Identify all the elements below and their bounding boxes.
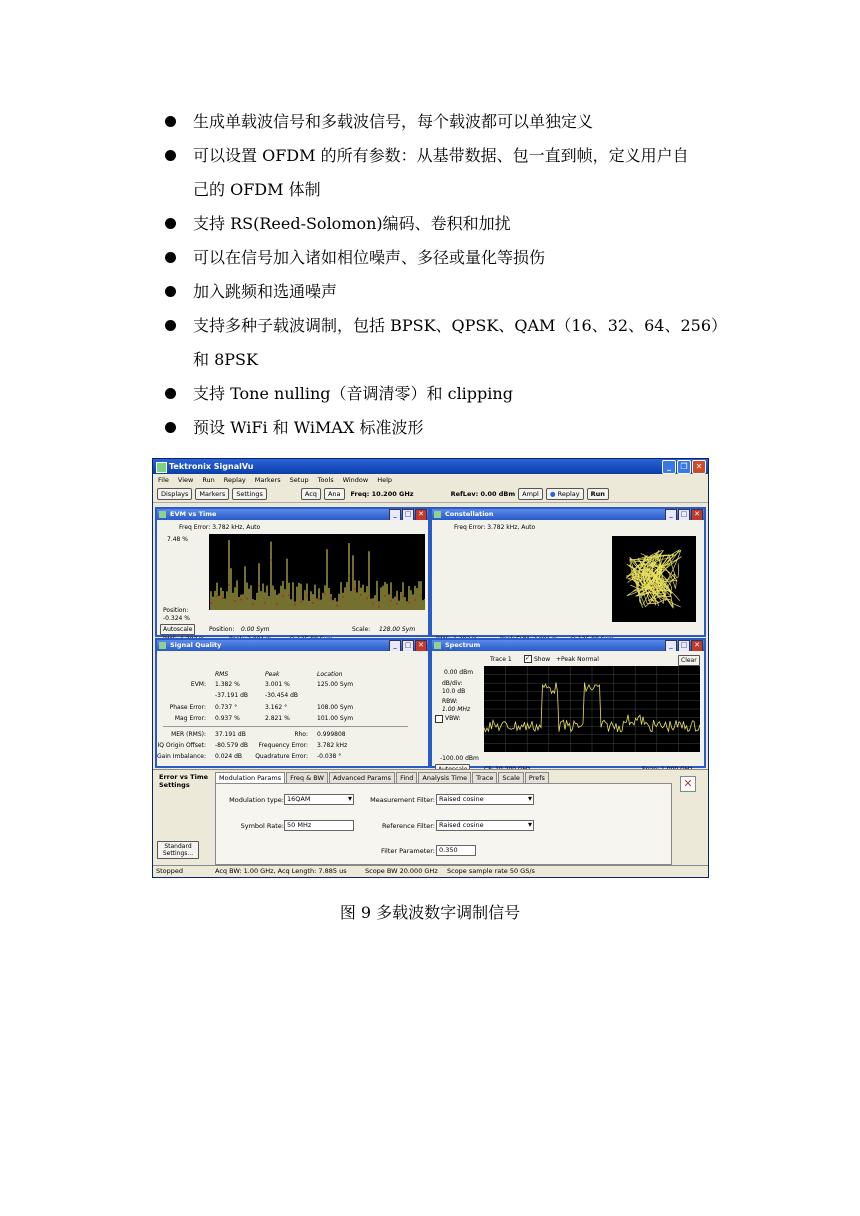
scope-sample-rate: Scope sample rate 50 GS/s — [447, 867, 535, 875]
feature-item: 支持 Tone nulling（音调清零）和 clipping — [165, 377, 745, 411]
close-icon[interactable]: ✕ — [415, 509, 427, 521]
phase-error-rms: 0.737 ° — [215, 704, 238, 711]
tab-find[interactable]: Find — [396, 772, 417, 783]
standard-settings-button[interactable]: Standard Settings... — [157, 841, 199, 859]
rho-label: Rho: — [294, 731, 308, 738]
position-label: Position: — [163, 607, 189, 614]
show-checkbox[interactable]: ✓ — [525, 655, 531, 662]
signalvu-window — [152, 458, 709, 878]
menu-markers[interactable]: Markers — [254, 476, 281, 484]
minimize-icon[interactable]: _ — [389, 640, 401, 652]
bullet-dot-icon — [165, 252, 176, 263]
spectrum-trace — [484, 666, 700, 752]
evm-location: 125.00 Sym — [317, 681, 354, 688]
panel-icon — [434, 511, 441, 518]
rho-value: 0.999808 — [317, 731, 346, 738]
bullet-dot-icon — [165, 388, 176, 399]
status-bar — [153, 865, 708, 877]
tab-prefs[interactable]: Prefs — [525, 772, 549, 783]
bullet-dot-icon — [165, 116, 176, 127]
settings-button[interactable]: Settings — [232, 488, 267, 500]
symbol-rate-label: Symbol Rate: — [240, 822, 284, 830]
measurement-filter-select[interactable]: Raised cosine ▾ — [436, 794, 534, 805]
mag-error-peak: 2.821 % — [265, 715, 290, 722]
freq-error-label: Freq Error: 3.782 kHz, Auto — [179, 524, 261, 531]
feature-list — [165, 105, 745, 445]
main-toolbar — [153, 486, 708, 503]
maximize-icon[interactable]: □ — [402, 509, 414, 521]
symbol-rate-input[interactable]: 50 MHz — [284, 820, 354, 831]
phase-error-peak: 3.162 ° — [265, 704, 288, 711]
evm-rms: 1.382 % — [215, 681, 240, 688]
tab-scale[interactable]: Scale — [498, 772, 524, 783]
signal-quality-panel — [155, 638, 430, 768]
run-button[interactable]: Run — [587, 488, 609, 500]
detector-mode[interactable]: +Peak Normal — [556, 656, 599, 663]
app-logo-icon — [156, 462, 167, 473]
reference-filter-select[interactable]: Raised cosine ▾ — [436, 820, 534, 831]
dbdiv-value[interactable]: 10.0 dB — [442, 688, 466, 695]
feature-item: 生成单载波信号和多载波信号，每个载波都可以单独定义 — [165, 105, 745, 139]
bullet-dot-icon — [165, 150, 176, 161]
panel-title: Signal Quality — [170, 641, 222, 649]
tab-advanced-params[interactable]: Advanced Params — [329, 772, 395, 783]
feature-item: 可以在信号加入诸如相位噪声、多径或量化等损伤 — [165, 241, 745, 275]
minimize-icon[interactable]: _ — [665, 640, 677, 652]
rms-header: RMS — [215, 671, 229, 678]
ana-button[interactable]: Ana — [324, 488, 345, 500]
quadrature-error-label: Quadrature Error: — [255, 753, 308, 760]
bullet-dot-icon — [165, 422, 176, 433]
close-icon[interactable]: ✕ — [691, 640, 703, 652]
menu-replay[interactable]: Replay — [223, 476, 246, 484]
feature-item: 预设 WiFi 和 WiMAX 标准波形 — [165, 411, 745, 445]
replay-button[interactable]: ● Replay — [546, 488, 584, 500]
tab-modulation-params[interactable]: Modulation Params — [215, 772, 285, 783]
menu-view[interactable]: View — [177, 476, 194, 484]
minimize-icon[interactable]: _ — [662, 460, 676, 474]
freq-error-label: Freq Error: 3.782 kHz, Auto — [454, 524, 536, 531]
spectrum-panel — [430, 638, 706, 768]
reflev-readout[interactable]: RefLev: 0.00 dBm — [450, 490, 516, 498]
restore-icon[interactable]: ❐ — [677, 460, 691, 474]
show-label: Show — [534, 656, 551, 663]
spectrum-plot[interactable] — [484, 666, 700, 752]
panel-title: Spectrum — [445, 641, 481, 649]
phase-error-label: Phase Error: — [169, 704, 206, 711]
dbdiv-label: dB/div: — [442, 680, 463, 687]
bottom-level: -100.00 dBm — [440, 755, 479, 762]
constellation-plot[interactable] — [612, 536, 696, 622]
feature-item: 支持 RS(Reed-Solomon)编码、卷积和加扰 — [165, 207, 745, 241]
position-sym-label: Position: — [209, 626, 235, 633]
evm-trace — [209, 534, 425, 610]
panel-icon — [159, 511, 166, 518]
mag-error-label: Mag Error: — [174, 715, 206, 722]
measurement-filter-label: Measurement Filter: — [370, 796, 435, 804]
close-icon[interactable]: ✕ — [692, 460, 706, 474]
acq-info: Acq BW: 1.00 GHz, Acq Length: 7.885 us — [215, 867, 347, 875]
close-settings-icon[interactable]: ✕ — [680, 776, 696, 792]
mag-error-rms: 0.937 % — [215, 715, 240, 722]
close-icon[interactable]: ✕ — [415, 640, 427, 652]
feature-item: 可以设置 OFDM 的所有参数：从基带数据、包一直到帧，定义用户自 己的 OFDM 体制 — [165, 139, 745, 207]
feature-item: 支持多种子载波调制，包括 BPSK、QPSK、QAM（16、32、64、256） 和 8PSK — [165, 309, 745, 377]
iq-origin-offset-value: -80.579 dB — [215, 742, 248, 749]
vbw-checkbox[interactable] — [435, 715, 443, 723]
tab-analysis-time[interactable]: Analysis Time — [418, 772, 471, 783]
evm-plot[interactable] — [209, 534, 425, 610]
acquisition-state: Stopped — [156, 867, 184, 875]
constellation-panel — [430, 507, 706, 637]
evm-peak-db: -30.454 dB — [265, 692, 298, 699]
minimize-icon[interactable]: _ — [389, 509, 401, 521]
autoscale-button[interactable]: Autoscale — [160, 624, 195, 635]
position-sym-value[interactable]: 0.00 Sym — [241, 626, 270, 633]
settings-tabs — [215, 772, 550, 783]
panel-title: Constellation — [445, 510, 494, 518]
maximize-icon[interactable]: □ — [402, 640, 414, 652]
panel-icon — [159, 642, 166, 649]
acq-button[interactable]: Acq — [301, 488, 321, 500]
scale-value[interactable]: 128.00 Sym — [379, 626, 416, 633]
menu-bar — [153, 474, 708, 486]
maximize-icon[interactable]: □ — [678, 640, 690, 652]
filter-parameter-label: Filter Parameter: — [380, 847, 435, 855]
freq-readout[interactable]: Freq: 10.200 GHz — [350, 490, 414, 498]
maximize-icon[interactable]: □ — [678, 509, 690, 521]
close-icon[interactable]: ✕ — [691, 509, 703, 521]
evm-top-scale[interactable]: 7.48 % — [167, 536, 188, 543]
evm-peak: 3.001 % — [265, 681, 290, 688]
window-titlebar — [153, 459, 708, 474]
menu-setup[interactable]: Setup — [289, 476, 309, 484]
panel-title: EVM vs Time — [170, 510, 217, 518]
position-value[interactable]: -0.324 % — [163, 615, 190, 622]
filter-parameter-input[interactable]: 0.350 — [436, 845, 476, 856]
scope-bw: Scope BW 20.000 GHz — [365, 867, 438, 875]
markers-button[interactable]: Markers — [195, 488, 229, 500]
quadrature-error-value: -0.038 ° — [317, 753, 342, 760]
evm-vs-time-panel — [155, 507, 430, 637]
panel-icon — [434, 642, 441, 649]
displays-button[interactable]: Displays — [157, 488, 192, 500]
clear-button[interactable]: Clear — [678, 655, 700, 666]
ampl-button[interactable]: Ampl — [518, 488, 543, 500]
bullet-dot-icon — [165, 218, 176, 229]
gain-imbalance-label: Gain Imbalance: — [157, 753, 206, 760]
menu-tools[interactable]: Tools — [317, 476, 334, 484]
rbw-value[interactable]: 1.00 MHz — [442, 706, 471, 713]
mag-error-location: 101.00 Sym — [317, 715, 354, 722]
scale-label: Scale: — [352, 626, 371, 633]
phase-error-location: 108.00 Sym — [317, 704, 354, 711]
tab-freq-bw[interactable]: Freq & BW — [286, 772, 328, 783]
peak-header: Peak — [265, 671, 280, 678]
trace-selector[interactable]: Trace 1 — [490, 656, 512, 663]
evm-label: EVM: — [190, 681, 206, 688]
menu-file[interactable]: File — [158, 476, 169, 484]
evm-rms-db: -37.191 dB — [215, 692, 248, 699]
rbw-label: RBW: — [442, 698, 458, 705]
feature-item: 加入跳频和选通噪声 — [165, 275, 745, 309]
location-header: Location — [317, 671, 343, 678]
iq-origin-offset-label: IQ Origin Offset: — [157, 742, 206, 749]
constellation-trace — [612, 536, 696, 622]
menu-run[interactable]: Run — [202, 476, 215, 484]
vbw-label: VBW: — [445, 715, 461, 722]
divider — [163, 726, 408, 727]
frequency-error-value: 3.782 kHz — [317, 742, 348, 749]
modulation-type-select[interactable]: 16QAM ▾ — [284, 794, 354, 805]
gain-imbalance-value: 0.024 dB — [215, 753, 243, 760]
menu-window[interactable]: Window — [342, 476, 369, 484]
settings-heading: Error vs Time Settings — [159, 773, 208, 789]
figure-caption: 图 9 多载波数字调制信号 — [339, 903, 521, 922]
modulation-type-label: Modulation type: — [229, 796, 284, 804]
frequency-error-label: Frequency Error: — [258, 742, 308, 749]
window-title: Tektronix SignalVu — [169, 462, 254, 471]
reference-filter-label: Reference Filter: — [382, 822, 435, 830]
ref-level[interactable]: 0.00 dBm — [444, 669, 474, 676]
bullet-dot-icon — [165, 320, 176, 331]
mer-value: 37.191 dB — [215, 731, 246, 738]
menu-help[interactable]: Help — [377, 476, 393, 484]
tab-content — [215, 783, 672, 865]
tab-trace[interactable]: Trace — [472, 772, 497, 783]
bullet-dot-icon — [165, 286, 176, 297]
settings-panel — [153, 769, 708, 866]
minimize-icon[interactable]: _ — [665, 509, 677, 521]
mer-label: MER (RMS): — [171, 731, 206, 738]
